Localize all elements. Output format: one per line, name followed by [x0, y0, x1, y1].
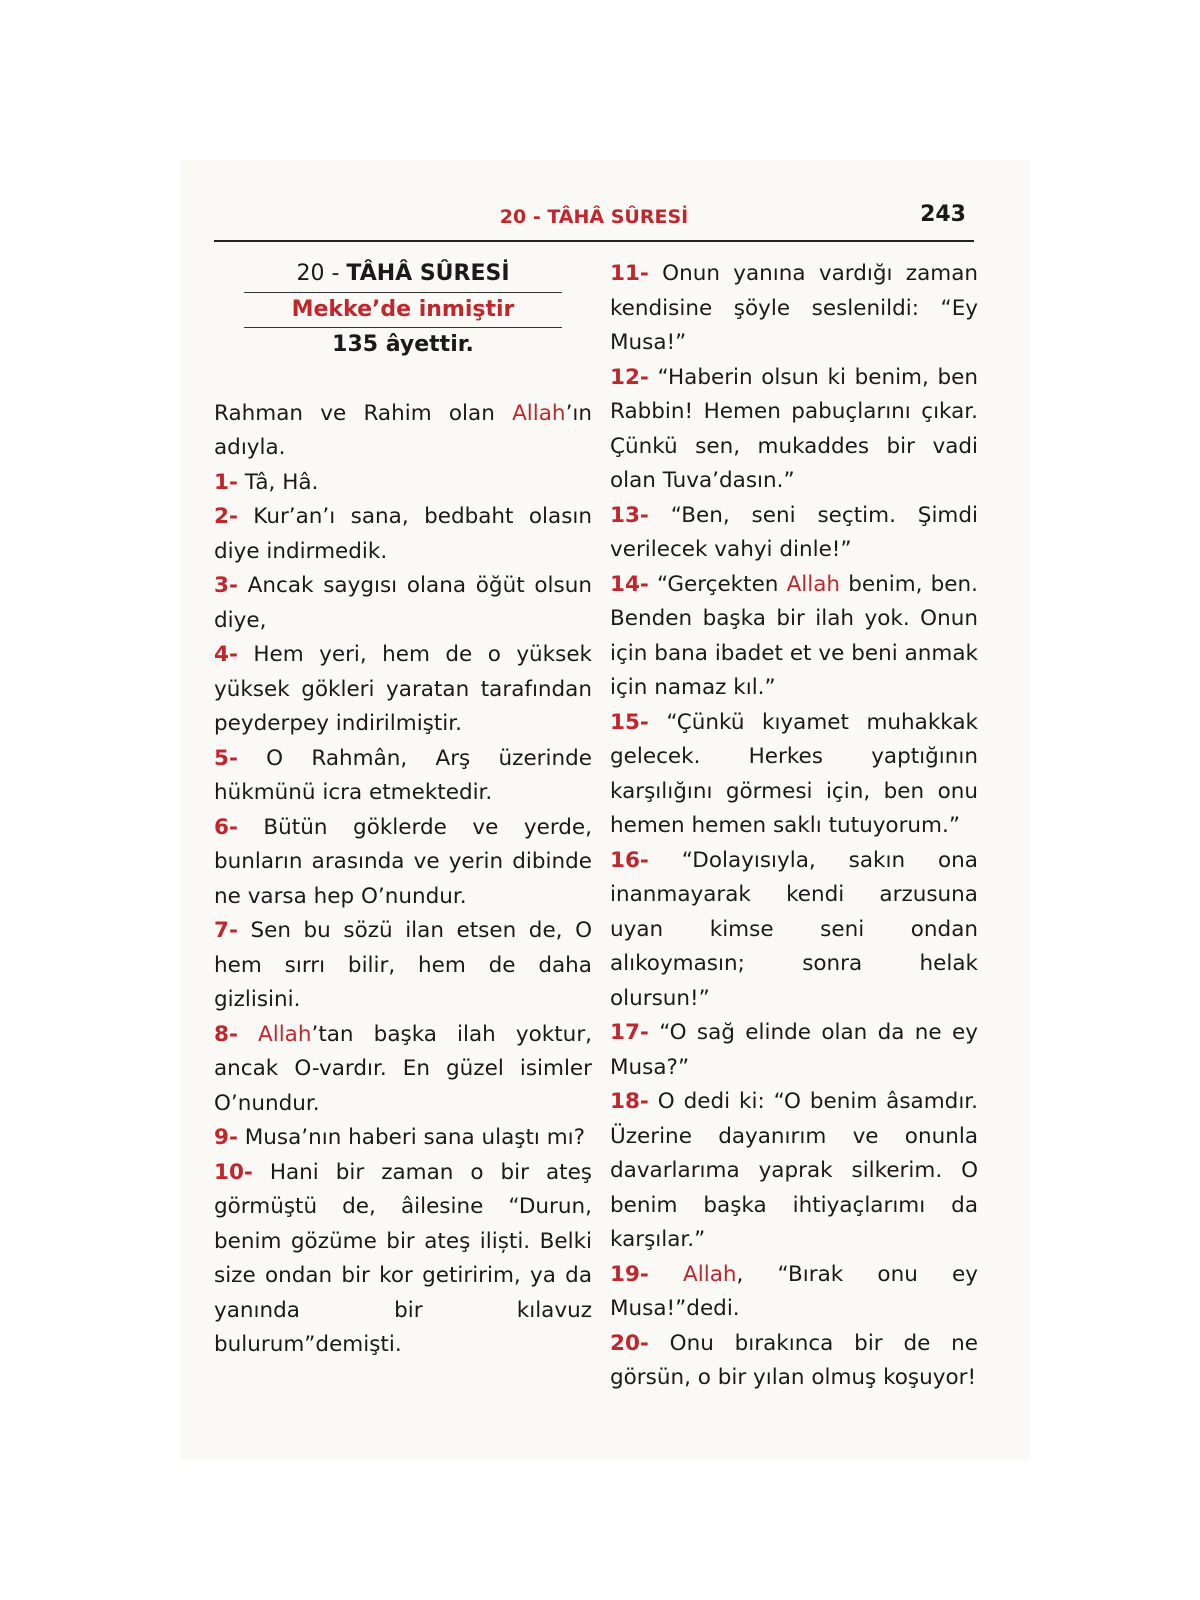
verse-list-right: [610, 257, 978, 1396]
divine-name: Allah: [786, 571, 841, 597]
basmala-text-end: ’ın adıyla.: [214, 400, 592, 460]
verse-number: 8-: [214, 1021, 238, 1047]
verse-text: “Çünkü kıyamet muhakkak gelecek. Herkes yaptığının karşılığını görmesi için, ben onu hemen hemen saklı tutuyorum.”: [610, 709, 978, 838]
verse-number: 12-: [610, 364, 649, 390]
verse-text: Sen bu sözü ilan etsen de, O hem sırrı bilir, hem de daha gizlisini.: [214, 918, 592, 1012]
verse-number: 13-: [610, 502, 649, 528]
verse-text: [238, 1022, 258, 1047]
surah-name: TÂHÂ SÛRESİ: [346, 261, 510, 286]
verse-number: 10-: [214, 1159, 253, 1185]
verse-number: 19-: [610, 1261, 649, 1287]
verse-number: 1-: [214, 469, 238, 495]
verse-text: Onun yanına vardığı zaman kendisine şöyle seslenildi: “Ey Musa!”: [610, 261, 978, 355]
verse: [214, 500, 592, 569]
verse-number: 11-: [610, 261, 649, 286]
verse: [610, 257, 978, 361]
running-title: 20 - TÂHÂ SÛRESİ: [499, 206, 689, 228]
surah-number: 20 -: [296, 261, 347, 286]
verse: [610, 706, 978, 844]
divine-name: Allah: [258, 1021, 312, 1047]
verse: [214, 1121, 592, 1156]
verse-text: Bütün göklerde ve yerde, bunların arasında ve yerin dibinde ne varsa hep O’nundur.: [214, 814, 592, 909]
verse-text: Onu bırakınca bir de ne görsün, o bir yılan olmuş koşuyor!: [610, 1330, 978, 1390]
right-column: [610, 257, 978, 1396]
verse-number: 5-: [214, 745, 238, 771]
surah-heading: [214, 257, 592, 363]
verse: [214, 811, 592, 915]
verse-text: Kur’an’ı sana, bedbaht olasın diye indirmedik.: [214, 504, 592, 564]
verse-text: “Dolayısıyla, sakın ona inanmayarak kendi arzusuna uyan kimse seni ondan alıkoymasın; sonra helak olursun!”: [610, 847, 978, 1011]
verse: [610, 568, 978, 706]
verse-text: “Gerçekten: [648, 571, 787, 597]
verse: [214, 742, 592, 811]
verse-list-left: [214, 466, 592, 1363]
verse: [214, 638, 592, 742]
verse-text: Musa’nın haberi sana ulaştı mı?: [237, 1125, 586, 1150]
verse-text: “O sağ elinde olan da ne ey Musa?”: [610, 1020, 978, 1080]
verse: [610, 361, 978, 499]
verse: [214, 914, 592, 1018]
verse-number: 2-: [214, 504, 238, 529]
verse-text: benim, ben. Benden başka bir ilah yok. Onun için bana ibadet et ve beni anmak için namaz kıl.”: [610, 571, 978, 700]
verse-number: 7-: [214, 918, 238, 943]
book-page: [180, 160, 1030, 1460]
divine-name: Allah: [683, 1261, 737, 1287]
verse-text: ’tan başka ilah yoktur, ancak O-vardır. En güzel isimler O’nundur.: [214, 1021, 592, 1116]
ayah-count: 135 âyettir.: [332, 332, 474, 357]
verse-number: 4-: [214, 642, 238, 667]
verse-text: Ancak saygısı olana öğüt olsun diye,: [214, 573, 592, 633]
surah-title: [214, 257, 592, 292]
verse-number: 14-: [610, 571, 649, 597]
verse: [214, 466, 592, 501]
revelation-place: Mekke’de inmiştir: [291, 296, 515, 322]
verse-number: 6-: [214, 814, 238, 840]
verse: [214, 1018, 592, 1122]
verse-number: 16-: [610, 847, 649, 873]
verse-text: “Haberin olsun ki benim, ben Rabbin! Hemen pabuçlarını çıkar. Çünkü sen, mukaddes bir vadi olan Tuva’dasın.”: [610, 364, 978, 493]
verse-text: [649, 1262, 683, 1287]
verse-number: 3-: [214, 573, 238, 598]
verse: [610, 499, 978, 568]
verse-text: Hani bir zaman o bir ateş görmüştü de, âilesine “Durun, benim gözüme bir ateş iliști. Belki size ondan bir kor getiririm, ya da yanında bir kılavuz bulurum”demişti.: [214, 1159, 592, 1357]
verse-text: O dedi ki: “O benim âsamdır. Üzerine dayanırım ve onunla davarlarıma yaprak silkerim. O benim başka ihtiyaçlarımı da karşılar.”: [610, 1089, 978, 1252]
running-header: [214, 200, 974, 242]
verse: [214, 569, 592, 638]
verse-number: 15-: [610, 709, 649, 735]
verse-text: “Ben, seni seçtim. Şimdi verilecek vahyi dinle!”: [610, 502, 978, 562]
basmala: [214, 397, 592, 466]
verse-number: 17-: [610, 1020, 649, 1045]
verse-text: Tâ, Hâ.: [237, 469, 319, 495]
verse: [610, 1258, 978, 1327]
verse: [610, 1016, 978, 1085]
verse-number: 9-: [214, 1125, 238, 1150]
verse: [610, 1085, 978, 1258]
verse-number: 20-: [610, 1330, 649, 1356]
basmala-allah: Allah: [512, 400, 566, 426]
verse: [214, 1156, 592, 1363]
verse-number: 18-: [610, 1089, 649, 1114]
page-number: 243: [920, 202, 966, 227]
verse-text: , “Bırak onu ey Musa!”dedi.: [610, 1261, 978, 1321]
verse-text: O Rahmân, Arş üzerinde hükmünü icra etmektedir.: [214, 745, 592, 805]
basmala-text: Rahman ve Rahim olan: [214, 400, 513, 426]
verse: [610, 1327, 978, 1396]
verse: [610, 844, 978, 1017]
verse-text: Hem yeri, hem de o yüksek yüksek gökleri yaratan tarafından peyderpey indirilmiştir.: [214, 642, 592, 736]
left-column: [214, 257, 592, 1363]
